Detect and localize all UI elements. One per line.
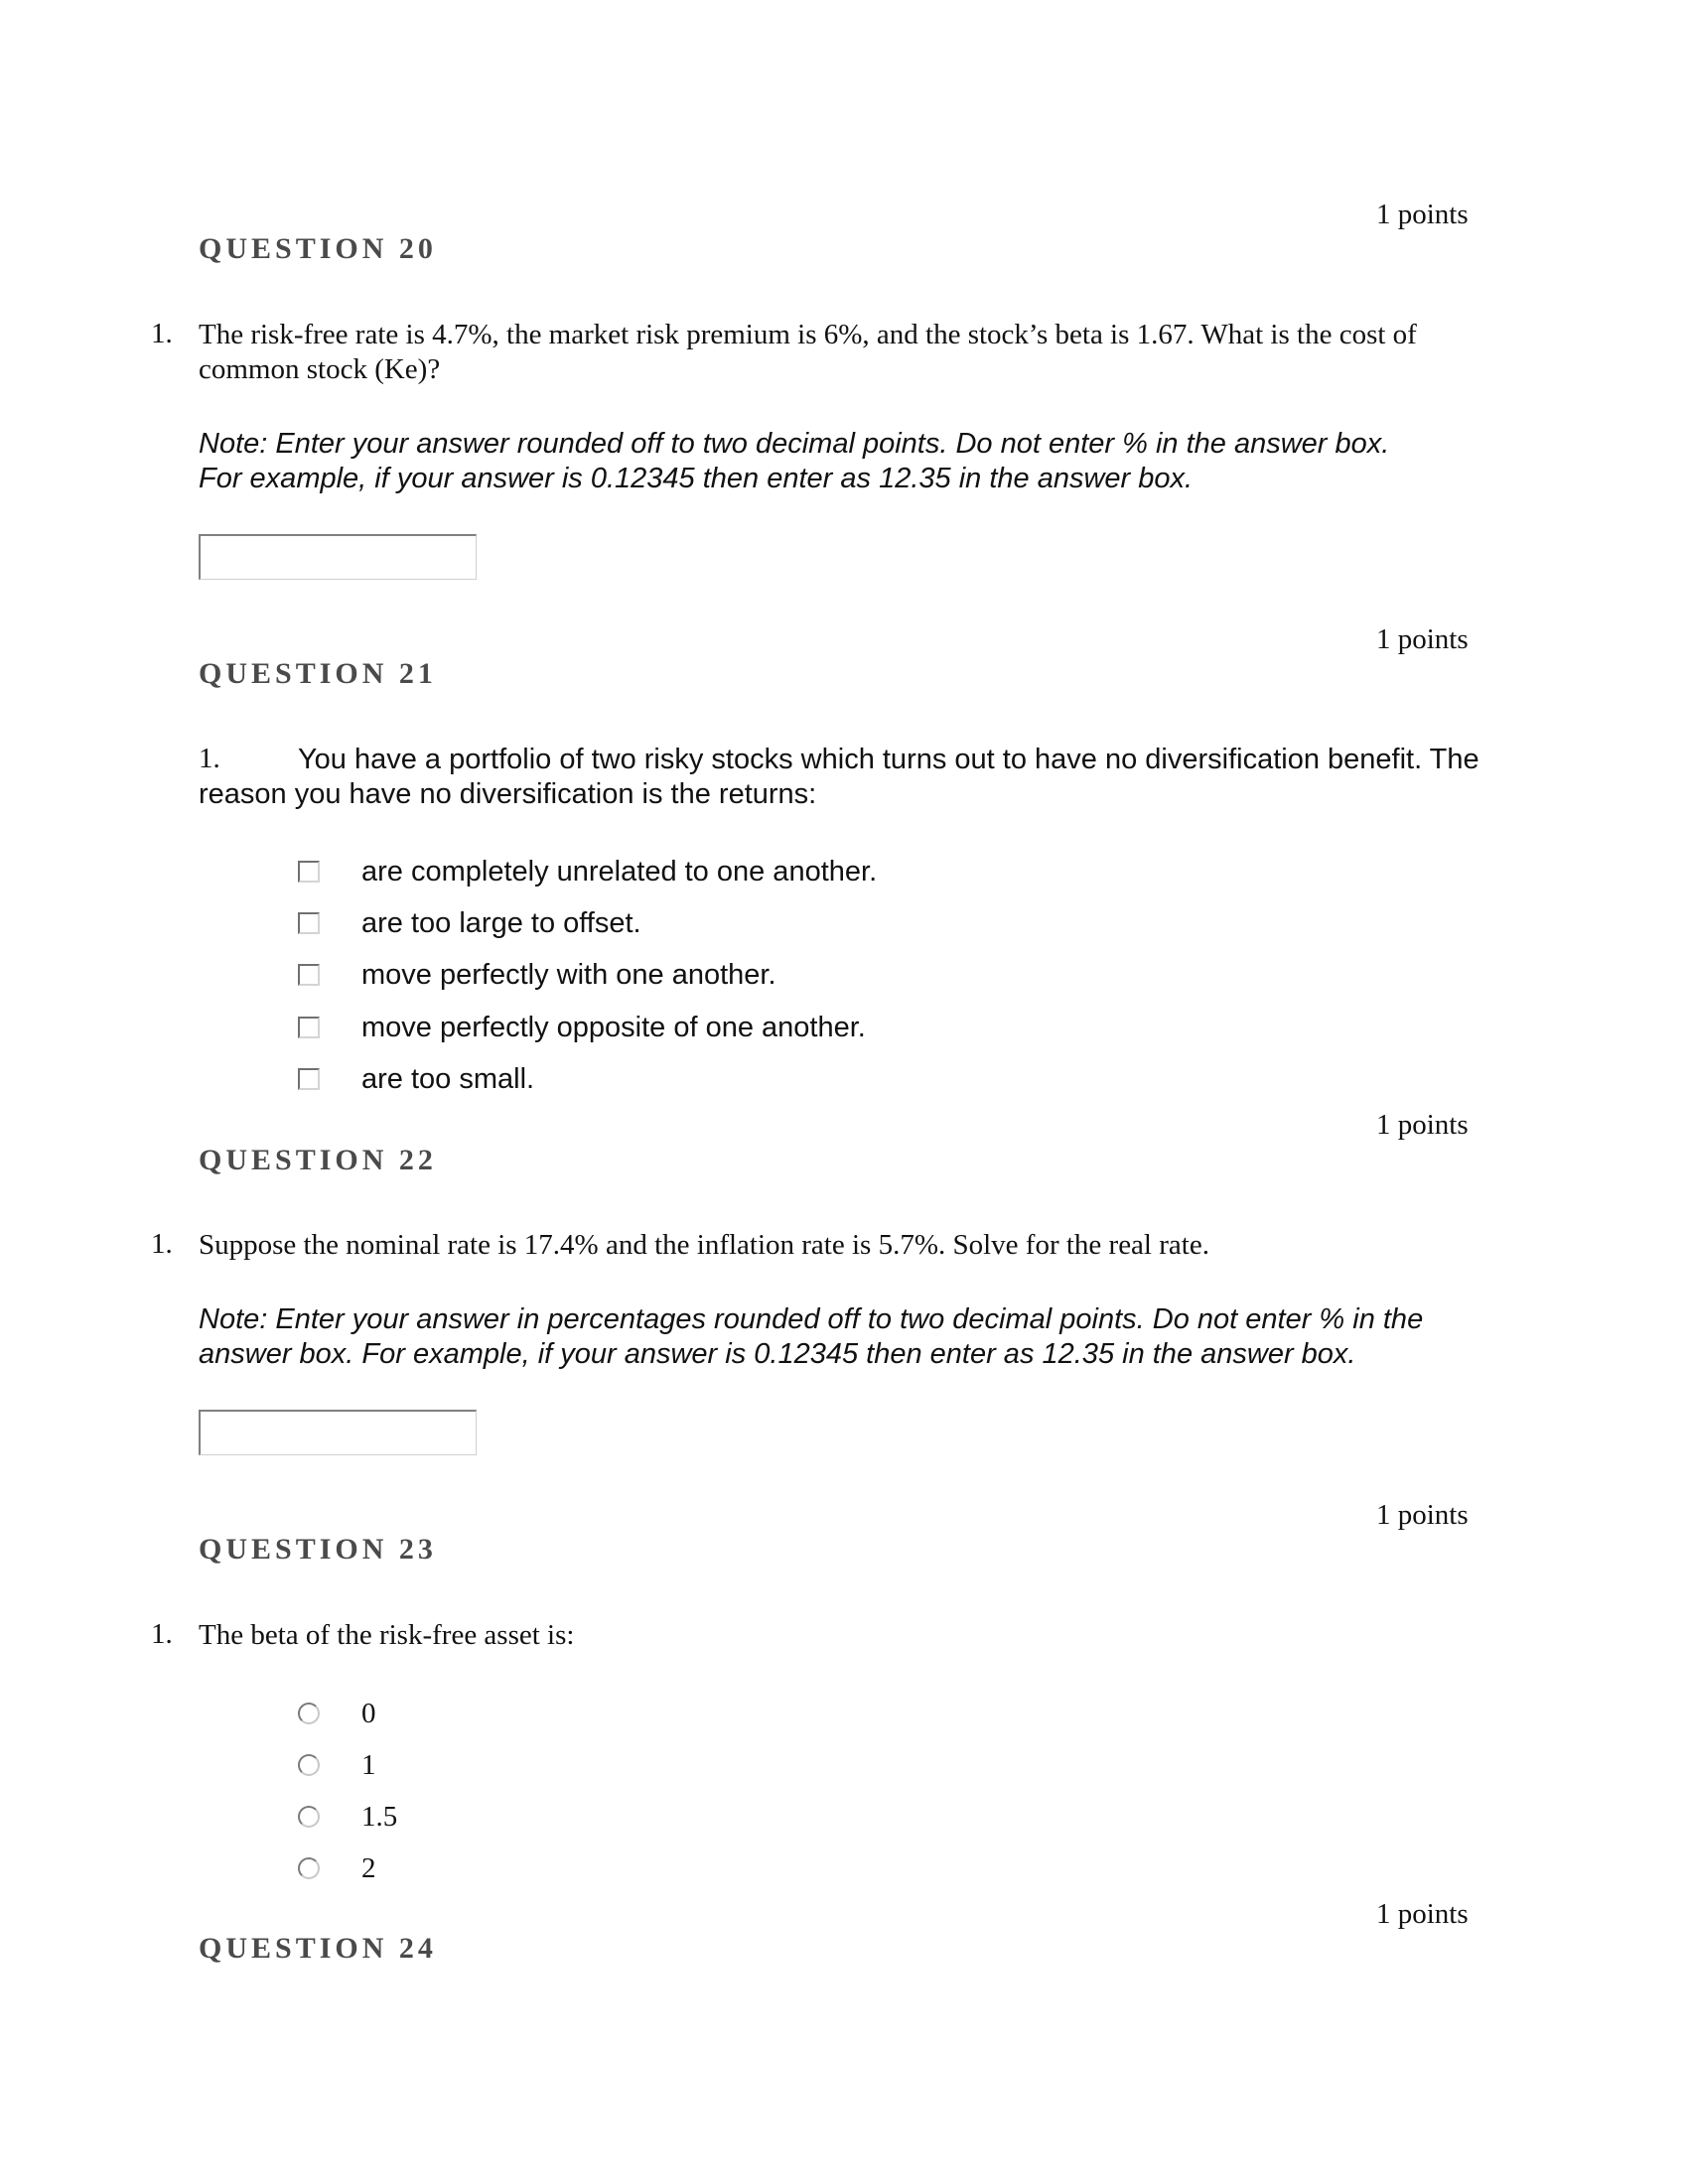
option-label: 0 bbox=[361, 1697, 376, 1729]
points-label: 1 points bbox=[1376, 1898, 1469, 1930]
answer-option[interactable] bbox=[298, 955, 776, 995]
points-label: 1 points bbox=[1376, 1109, 1469, 1141]
question-heading: QUESTION 22 bbox=[199, 1144, 437, 1176]
points-label: 1 points bbox=[1376, 1499, 1469, 1531]
question-number: 1. bbox=[199, 743, 220, 774]
question-text: The beta of the risk-free asset is: bbox=[199, 1619, 575, 1651]
question-number: 1. bbox=[151, 318, 173, 349]
question-text: You have a portfolio of two risky stocks which turns out to have no diversification benefit. The reason you have no diversification is the returns: bbox=[199, 744, 1479, 810]
answer-note: Note: Enter your answer rounded off to two decimal points. Do not enter % in the answer box. For example, if your answer is 0.12345 then enter as 12.35 in the answer box. bbox=[199, 428, 1390, 494]
answer-option[interactable] bbox=[298, 1008, 866, 1047]
points-label: 1 points bbox=[1376, 623, 1469, 655]
question-heading: QUESTION 21 bbox=[199, 657, 437, 690]
question-text: Suppose the nominal rate is 17.4% and the inflation rate is 5.7%. Solve for the real rate. bbox=[199, 1229, 1209, 1261]
option-label: move perfectly with one another. bbox=[361, 958, 776, 991]
checkbox[interactable] bbox=[298, 964, 320, 986]
option-label: are completely unrelated to one another. bbox=[361, 855, 878, 887]
question-number: 1. bbox=[151, 1618, 173, 1650]
option-label: move perfectly opposite of one another. bbox=[361, 1011, 866, 1043]
answer-note: Note: Enter your answer in percentages rounded off to two decimal points. Do not enter % in the answer box. For example, if your answer is 0.12345 then enter as 12.35 in the answer box. bbox=[199, 1303, 1424, 1370]
answer-option[interactable] bbox=[298, 1059, 534, 1099]
answer-input[interactable] bbox=[199, 1410, 477, 1455]
option-label: 2 bbox=[361, 1851, 376, 1884]
points-label: 1 points bbox=[1376, 199, 1469, 230]
answer-option[interactable] bbox=[298, 1694, 376, 1733]
radio-button[interactable] bbox=[298, 1703, 320, 1724]
question-number: 1. bbox=[151, 1228, 173, 1260]
option-label: are too large to offset. bbox=[361, 906, 641, 939]
answer-option[interactable] bbox=[298, 1848, 376, 1888]
question-heading: QUESTION 24 bbox=[199, 1932, 437, 1965]
option-label: 1.5 bbox=[361, 1800, 398, 1833]
option-label: are too small. bbox=[361, 1062, 535, 1095]
question-heading: QUESTION 23 bbox=[199, 1533, 437, 1566]
question-text: The risk-free rate is 4.7%, the market risk premium is 6%, and the stock’s beta is 1.67. What is the cost of common stock (Ke)? bbox=[199, 319, 1417, 385]
answer-option[interactable] bbox=[298, 1797, 397, 1837]
answer-input[interactable] bbox=[199, 534, 477, 580]
option-label: 1 bbox=[361, 1748, 376, 1781]
question-heading: QUESTION 20 bbox=[199, 232, 437, 265]
checkbox[interactable] bbox=[298, 861, 320, 883]
answer-option[interactable] bbox=[298, 1745, 376, 1785]
checkbox[interactable] bbox=[298, 1017, 320, 1038]
checkbox[interactable] bbox=[298, 912, 320, 934]
answer-option[interactable] bbox=[298, 852, 877, 891]
radio-button[interactable] bbox=[298, 1806, 320, 1828]
answer-option[interactable] bbox=[298, 903, 641, 943]
checkbox[interactable] bbox=[298, 1068, 320, 1090]
radio-button[interactable] bbox=[298, 1754, 320, 1776]
radio-button[interactable] bbox=[298, 1857, 320, 1879]
